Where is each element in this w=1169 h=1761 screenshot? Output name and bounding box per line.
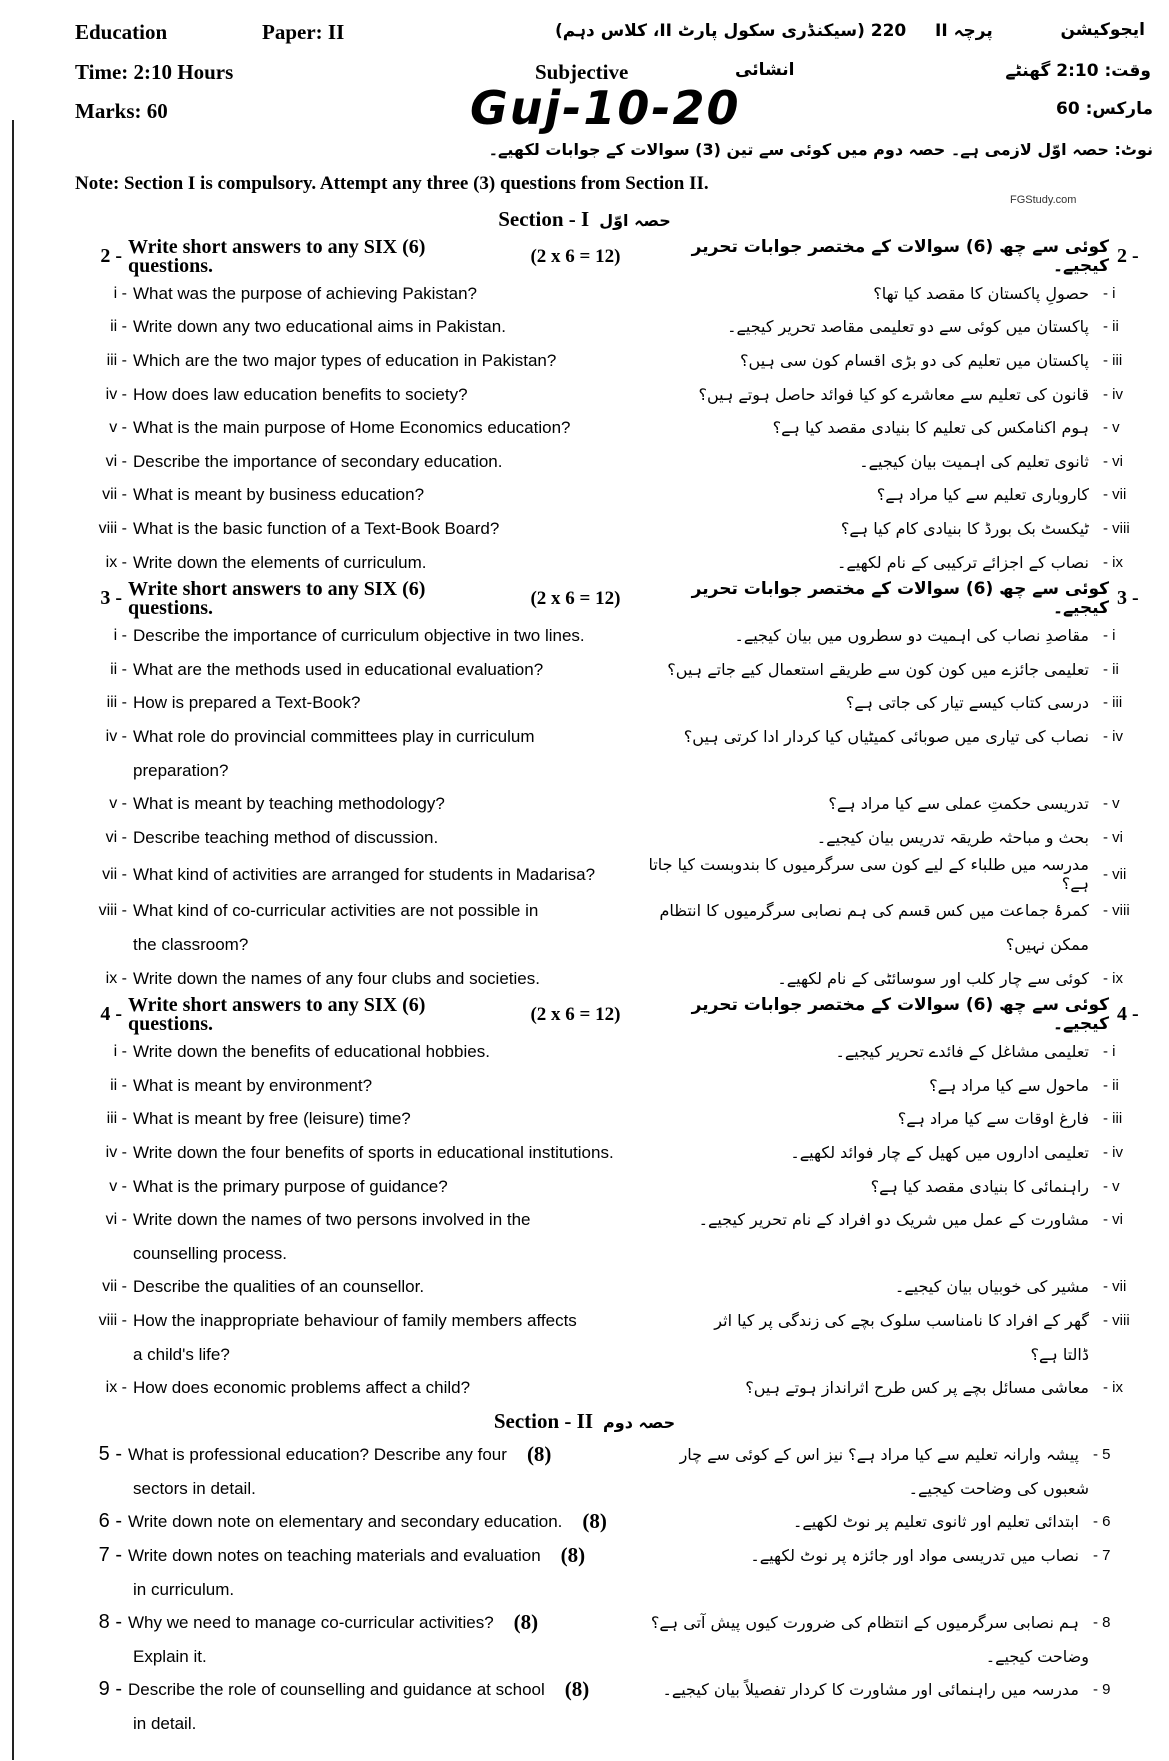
question-number: i - (113, 1043, 127, 1061)
question-number: viii - (98, 520, 127, 538)
question-item (0, 1304, 1169, 1338)
question-text-english: How does economic problems affect a child? (133, 1378, 471, 1398)
question-number-urdu-side: - iv (1103, 1143, 1123, 1161)
question-number-urdu-side: - i (1103, 284, 1116, 302)
question-number: v - (109, 1177, 127, 1195)
time-urdu: وقت: 2:10 گھنٹے (1005, 61, 1151, 81)
question-text-english: What was the purpose of achieving Pakistan? (133, 283, 477, 303)
question-text-english: What is the main purpose of Home Economics education? (133, 418, 571, 438)
question-item (0, 1136, 1169, 1170)
question-number: iii - (106, 1110, 127, 1128)
question-text-urdu: ہوم اکنامکس کی تعلیم کا بنیادی مقصد کیا ہے؟ (772, 418, 1089, 438)
question-text-urdu: حصولِ پاکستان کا مقصد کیا تھا؟ (873, 283, 1089, 303)
question-item (0, 1371, 1169, 1405)
question-heading (0, 995, 1169, 1035)
question-text-english: Write down the benefits of educational hobbies. (133, 1042, 490, 1062)
question-text-urdu: تدریسی حکمتِ عملی سے کیا مراد ہے؟ (828, 794, 1089, 814)
section-title-english: Section - II (493, 1408, 594, 1433)
question-item (0, 720, 1169, 754)
question-number: ix - (105, 1379, 127, 1397)
question-text-urdu: درسی کتاب کیسے تیار کی جاتی ہے؟ (845, 693, 1089, 713)
question-text-urdu: مشیر کی خوبیاں بیان کیجیے۔ (894, 1277, 1089, 1297)
question-text-english: in detail. (133, 1714, 197, 1734)
question-number: 3 - (100, 587, 122, 610)
question-number-urdu-side: 2 - (1117, 245, 1139, 268)
question-number: 4 - (100, 1003, 122, 1026)
question-item (0, 1169, 1169, 1203)
question-text-urdu: تعلیمی اداروں میں کھیل کے چار فوائد لکھیے۔ (790, 1142, 1089, 1162)
question-text-english: Describe the importance of secondary education. (133, 451, 503, 471)
question-number: 2 - (100, 245, 122, 268)
question-text-english: What is meant by free (leisure) time? (133, 1109, 411, 1129)
question-item (0, 411, 1169, 445)
question-number-urdu-side: 3 - (1117, 587, 1139, 610)
question-text-english: a child's life? (133, 1344, 230, 1364)
question-item (0, 1539, 1169, 1573)
question-text-urdu: کوئی سے چھ (6) سوالات کے مختصر جوابات تحریر کیجیے۔ (691, 236, 1109, 276)
question-number-urdu-side: - 7 (1093, 1547, 1111, 1565)
question-item (0, 1606, 1169, 1640)
question-text-english: the classroom? (133, 934, 249, 954)
question-text-urdu: تعلیمی مشاغل کے فائدے تحریر کیجیے۔ (835, 1042, 1089, 1062)
question-number-urdu-side: - viii (1103, 520, 1130, 538)
question-text-english: Write short answers to any SIX (6) questions. (128, 577, 426, 619)
question-text-urdu: معاشی مسائل بچے پر کس طرح اثرانداز ہوتے ہیں؟ (745, 1378, 1089, 1398)
question-number-urdu-side: - vi (1103, 1211, 1123, 1229)
question-number-urdu-side: - v (1103, 419, 1120, 437)
question-text-urdu: ٹیکسٹ بک بورڈ کا بنیادی کام کیا ہے؟ (840, 519, 1089, 539)
question-item (0, 377, 1169, 411)
question-number: 6 - (98, 1510, 122, 1533)
section-heading (0, 203, 1169, 237)
paper-type-english: Subjective (535, 60, 629, 84)
question-number-urdu-side: - viii (1103, 902, 1130, 920)
question-text-english: Write down the names of any four clubs and societies. (133, 968, 540, 988)
question-text-urdu: نصاب کے اجزائے ترکیبی کے نام لکھیے۔ (837, 552, 1089, 572)
question-number: iii - (106, 352, 127, 370)
question-item (0, 787, 1169, 821)
question-text-urdu: ثانوی تعلیم کی اہمیت بیان کیجیے۔ (859, 451, 1089, 471)
question-number: 8 - (98, 1611, 122, 1634)
question-text-urdu: ڈالتا ہے؟ (1030, 1344, 1089, 1364)
question-number: vi - (105, 828, 127, 846)
section-title (0, 207, 1169, 232)
question-number-urdu-side: - iii (1103, 352, 1123, 370)
question-item (0, 1673, 1169, 1707)
question-number: ix - (105, 553, 127, 571)
question-number: v - (109, 419, 127, 437)
note-urdu: نوٹ: حصہ اوّل لازمی ہے۔ حصہ دوم میں کوئی سے تین (3) سوالات کے جوابات لکھیے۔ (488, 140, 1153, 159)
question-number-urdu-side: - ii (1103, 318, 1119, 336)
question-text-urdu: ممکن نہیں؟ (1005, 934, 1089, 954)
question-continuation (0, 1572, 1169, 1606)
question-number: 9 - (98, 1678, 122, 1701)
question-item (0, 686, 1169, 720)
question-number-urdu-side: 4 - (1117, 1003, 1139, 1026)
question-text-english: What role do provincial committees play in curriculum (133, 727, 535, 747)
question-text-urdu: پاکستان میں تعلیم کی دو بڑی اقسام کون سی ہیں؟ (740, 351, 1089, 371)
section-heading (0, 1404, 1169, 1438)
question-item (0, 512, 1169, 546)
paper-urdu: پرچہ II (935, 21, 993, 41)
subject-urdu: ایجوکیشن (1060, 20, 1145, 40)
section-title-english: Section - I (498, 207, 590, 232)
question-text-urdu: پیشہ وارانہ تعلیم سے کیا مراد ہے؟ نیز اس کے کوئی سے چار (679, 1445, 1079, 1465)
question-text-english: What kind of co-curricular activities are not possible in (133, 901, 539, 921)
question-number: 7 - (98, 1544, 122, 1567)
question-number-urdu-side: - ii (1103, 1076, 1119, 1094)
question-continuation (0, 1236, 1169, 1270)
question-text-english: Write short answers to any SIX (6) questions. (128, 235, 426, 277)
question-text-english: How is prepared a Text-Book? (133, 693, 361, 713)
question-number: iii - (106, 694, 127, 712)
question-text-urdu: کمرۂ جماعت میں کس قسم کی ہم نصابی سرگرمیوں کا انتظام (659, 901, 1089, 921)
question-text-english: Describe the importance of curriculum objective in two lines. (133, 626, 585, 646)
question-text-english: Write down notes on teaching materials and evaluation (128, 1546, 541, 1566)
question-text-english: How the inappropriate behaviour of family members affects (133, 1310, 577, 1330)
question-item (0, 1270, 1169, 1304)
question-continuation (0, 928, 1169, 962)
question-marks: (8) (564, 1677, 590, 1702)
question-text-english: Why we need to manage co-curricular activities? (128, 1613, 494, 1633)
question-number-urdu-side: - v (1103, 1177, 1120, 1195)
question-text-english: Describe teaching method of discussion. (133, 827, 439, 847)
question-number-urdu-side: - 8 (1093, 1614, 1111, 1632)
question-text-english: Explain it. (133, 1646, 207, 1666)
marks-urdu: مارکس: 60 (1055, 99, 1153, 119)
question-text-urdu: ابتدائی تعلیم اور ثانوی تعلیم پر نوٹ لکھیے۔ (792, 1512, 1079, 1532)
question-number: iv - (105, 385, 127, 403)
question-text-english: What is professional education? Describe any four (128, 1445, 507, 1465)
question-number: vi - (105, 1211, 127, 1229)
section-title-urdu: حصہ اوّل (599, 211, 671, 231)
question-number-urdu-side: - vii (1103, 486, 1127, 504)
question-text-english: What is meant by environment? (133, 1075, 373, 1095)
question-number-urdu-side: - i (1103, 627, 1116, 645)
section-title (0, 1409, 1169, 1434)
question-text-english: in curriculum. (133, 1579, 235, 1599)
question-text-urdu: کوئی سے چار کلب اور سوسائٹی کے نام لکھیے۔ (777, 968, 1089, 988)
question-item (0, 894, 1169, 928)
question-number: vi - (105, 452, 127, 470)
question-text-urdu: نصاب کی تیاری میں صوبائی کمیٹیاں کیا کردار ادا کرتی ہیں؟ (683, 727, 1089, 747)
question-item (0, 344, 1169, 378)
question-item (0, 1068, 1169, 1102)
question-number: iv - (105, 1143, 127, 1161)
question-number: vii - (102, 865, 127, 883)
handwritten-code: Guj-10-20 (470, 81, 741, 135)
marks-english: Marks: 60 (75, 99, 168, 123)
question-marks: (8) (513, 1610, 539, 1635)
question-text-urdu: بحث و مباحثہ طریقہ تدریس بیان کیجیے۔ (816, 827, 1089, 847)
question-text-english: What are the methods used in educational evaluation? (133, 659, 544, 679)
question-text-english: Write short answers to any SIX (6) questions. (128, 993, 426, 1035)
question-text-english: Which are the two major types of education in Pakistan? (133, 351, 557, 371)
question-number-urdu-side: - ix (1103, 1379, 1123, 1397)
question-number-urdu-side: - iv (1103, 385, 1123, 403)
question-text-urdu: مشاورت کے عمل میں شریک دو افراد کے نام تحریر کیجیے۔ (698, 1210, 1089, 1230)
question-text-english: Write down note on elementary and secondary education. (128, 1512, 563, 1532)
question-item (0, 1505, 1169, 1539)
question-number-urdu-side: - vii (1103, 865, 1127, 883)
question-text-english: Write down the names of two persons involved in the (133, 1210, 531, 1230)
question-number-urdu-side: - iii (1103, 1110, 1123, 1128)
question-text-english: What is meant by teaching methodology? (133, 794, 445, 814)
question-text-english: What is meant by business education? (133, 485, 425, 505)
question-continuation (0, 1707, 1169, 1741)
question-item (0, 961, 1169, 995)
question-number-urdu-side: - i (1103, 1043, 1116, 1061)
question-number: viii - (98, 902, 127, 920)
question-continuation (0, 753, 1169, 787)
question-text-english: How does law education benefits to society? (133, 384, 468, 404)
question-continuation (0, 1337, 1169, 1371)
question-number: vii - (102, 1278, 127, 1296)
question-text-urdu: فارغ اوقات سے کیا مراد ہے؟ (897, 1109, 1089, 1129)
question-number-urdu-side: - ix (1103, 969, 1123, 987)
section-title-urdu: حصہ دوم (603, 1412, 676, 1432)
question-item (0, 1102, 1169, 1136)
question-heading (0, 237, 1169, 277)
question-number-urdu-side: - iv (1103, 728, 1123, 746)
question-text-urdu: تعلیمی جائزے میں کون کون سے طریقے استعمال کیے جاتے ہیں؟ (667, 659, 1089, 679)
question-number-urdu-side: - vi (1103, 452, 1123, 470)
note-english: Note: Section I is compulsory. Attempt any three (3) questions from Section II. (75, 173, 709, 194)
question-number-urdu-side: - 5 (1093, 1446, 1111, 1464)
question-number: ii - (110, 660, 127, 678)
question-text-english: Write down the elements of curriculum. (133, 552, 427, 572)
question-text-urdu: کوئی سے چھ (6) سوالات کے مختصر جوابات تحریر کیجیے۔ (691, 578, 1109, 618)
paper-type-urdu: انشائی (735, 60, 795, 80)
question-item (0, 445, 1169, 479)
question-number: i - (113, 627, 127, 645)
question-text-urdu: مدرسہ میں طلباء کے لیے کون سی سرگرمیوں کا بندوبست کیا جاتا ہے؟ (648, 855, 1089, 894)
question-marks: (2 x 6 = 12) (530, 246, 621, 268)
question-text-urdu: وضاحت کیجیے۔ (985, 1646, 1089, 1666)
question-text-urdu: ماحول سے کیا مراد ہے؟ (929, 1075, 1089, 1095)
question-number-urdu-side: - 6 (1093, 1513, 1111, 1531)
question-number: viii - (98, 1311, 127, 1329)
question-text-urdu: راہنمائی کا بنیادی مقصد کیا ہے؟ (870, 1176, 1089, 1196)
question-marks: (8) (560, 1543, 586, 1568)
question-item (0, 545, 1169, 579)
watermark-text: FGStudy.com (1010, 194, 1077, 206)
question-number: 5 - (98, 1443, 122, 1466)
question-number: vii - (102, 486, 127, 504)
question-item (0, 1203, 1169, 1237)
question-number: ii - (110, 1076, 127, 1094)
question-text-english: What kind of activities are arranged for students in Madarisa? (133, 864, 596, 884)
question-text-english: sectors in detail. (133, 1478, 256, 1498)
question-number-urdu-side: - ix (1103, 553, 1123, 571)
question-number-urdu-side: - iii (1103, 694, 1123, 712)
question-number-urdu-side: - viii (1103, 1311, 1130, 1329)
question-item (0, 619, 1169, 653)
question-marks: (8) (582, 1509, 607, 1534)
question-text-english: Describe the qualities of an counsellor. (133, 1277, 425, 1297)
question-number: ii - (110, 318, 127, 336)
question-number: iv - (105, 728, 127, 746)
subject-english: Education (75, 20, 168, 44)
time-english: Time: 2:10 Hours (75, 60, 234, 84)
question-number: ix - (105, 969, 127, 987)
question-number-urdu-side: - vii (1103, 1278, 1127, 1296)
question-text-urdu: پاکستان میں کوئی سے دو تعلیمی مقاصد تحریر کیجیے۔ (727, 317, 1089, 337)
question-text-urdu: مدرسہ میں راہنمائی اور مشاورت کا کردار تفصیلاً بیان کیجیے۔ (662, 1680, 1079, 1700)
question-text-urdu: قانون کی تعلیم سے معاشرے کو کیا فوائد حاصل ہوتے ہیں؟ (698, 384, 1089, 404)
question-number-urdu-side: - 9 (1093, 1681, 1111, 1699)
question-number: v - (109, 795, 127, 813)
question-item (0, 653, 1169, 687)
question-text-english: What is the primary purpose of guidance? (133, 1176, 448, 1196)
question-item (0, 310, 1169, 344)
question-number: i - (113, 284, 127, 302)
exam-title-urdu: 220 (سیکنڈری سکول پارٹ II، کلاس دہم) (555, 21, 907, 41)
question-continuation (0, 1640, 1169, 1674)
question-item (0, 478, 1169, 512)
question-item (0, 277, 1169, 311)
question-number-urdu-side: - ii (1103, 660, 1119, 678)
question-text-english: counselling process. (133, 1243, 288, 1263)
question-text-urdu: نصاب میں تدریسی مواد اور جائزہ پر نوٹ لکھیے۔ (750, 1546, 1079, 1566)
question-text-urdu: گھر کے افراد کا نامناسب سلوک بچے کی زندگی پر کیا اثر (714, 1310, 1089, 1330)
question-item (0, 1035, 1169, 1069)
question-text-urdu: شعبوں کی وضاحت کیجیے۔ (908, 1478, 1089, 1498)
question-text-urdu: مقاصدِ نصاب کی اہمیت دو سطروں میں بیان کیجیے۔ (734, 626, 1089, 646)
question-text-english: Describe the role of counselling and guidance at school (128, 1680, 545, 1700)
question-continuation (0, 1472, 1169, 1506)
question-text-urdu: کاروباری تعلیم سے کیا مراد ہے؟ (876, 485, 1089, 505)
question-text-urdu: کوئی سے چھ (6) سوالات کے مختصر جوابات تحریر کیجیے۔ (691, 994, 1109, 1034)
question-marks: (2 x 6 = 12) (530, 588, 621, 610)
question-text-english: Write down any two educational aims in Pakistan. (133, 317, 506, 337)
question-text-english: preparation? (133, 760, 229, 780)
question-item (0, 821, 1169, 855)
question-marks: (8) (526, 1442, 552, 1467)
question-number-urdu-side: - v (1103, 795, 1120, 813)
question-heading (0, 579, 1169, 619)
question-item (0, 1438, 1169, 1472)
question-list (0, 203, 1169, 1740)
question-number-urdu-side: - vi (1103, 828, 1123, 846)
paper-english: Paper: II (262, 20, 345, 44)
question-text-english: What is the basic function of a Text-Book Board? (133, 519, 500, 539)
question-text-english: Write down the four benefits of sports in educational institutions. (133, 1142, 614, 1162)
question-item (0, 854, 1169, 894)
question-text-urdu: ہم نصابی سرگرمیوں کے انتظام کی ضرورت کیوں پیش آتی ہے؟ (650, 1613, 1079, 1633)
question-marks: (2 x 6 = 12) (530, 1004, 621, 1026)
